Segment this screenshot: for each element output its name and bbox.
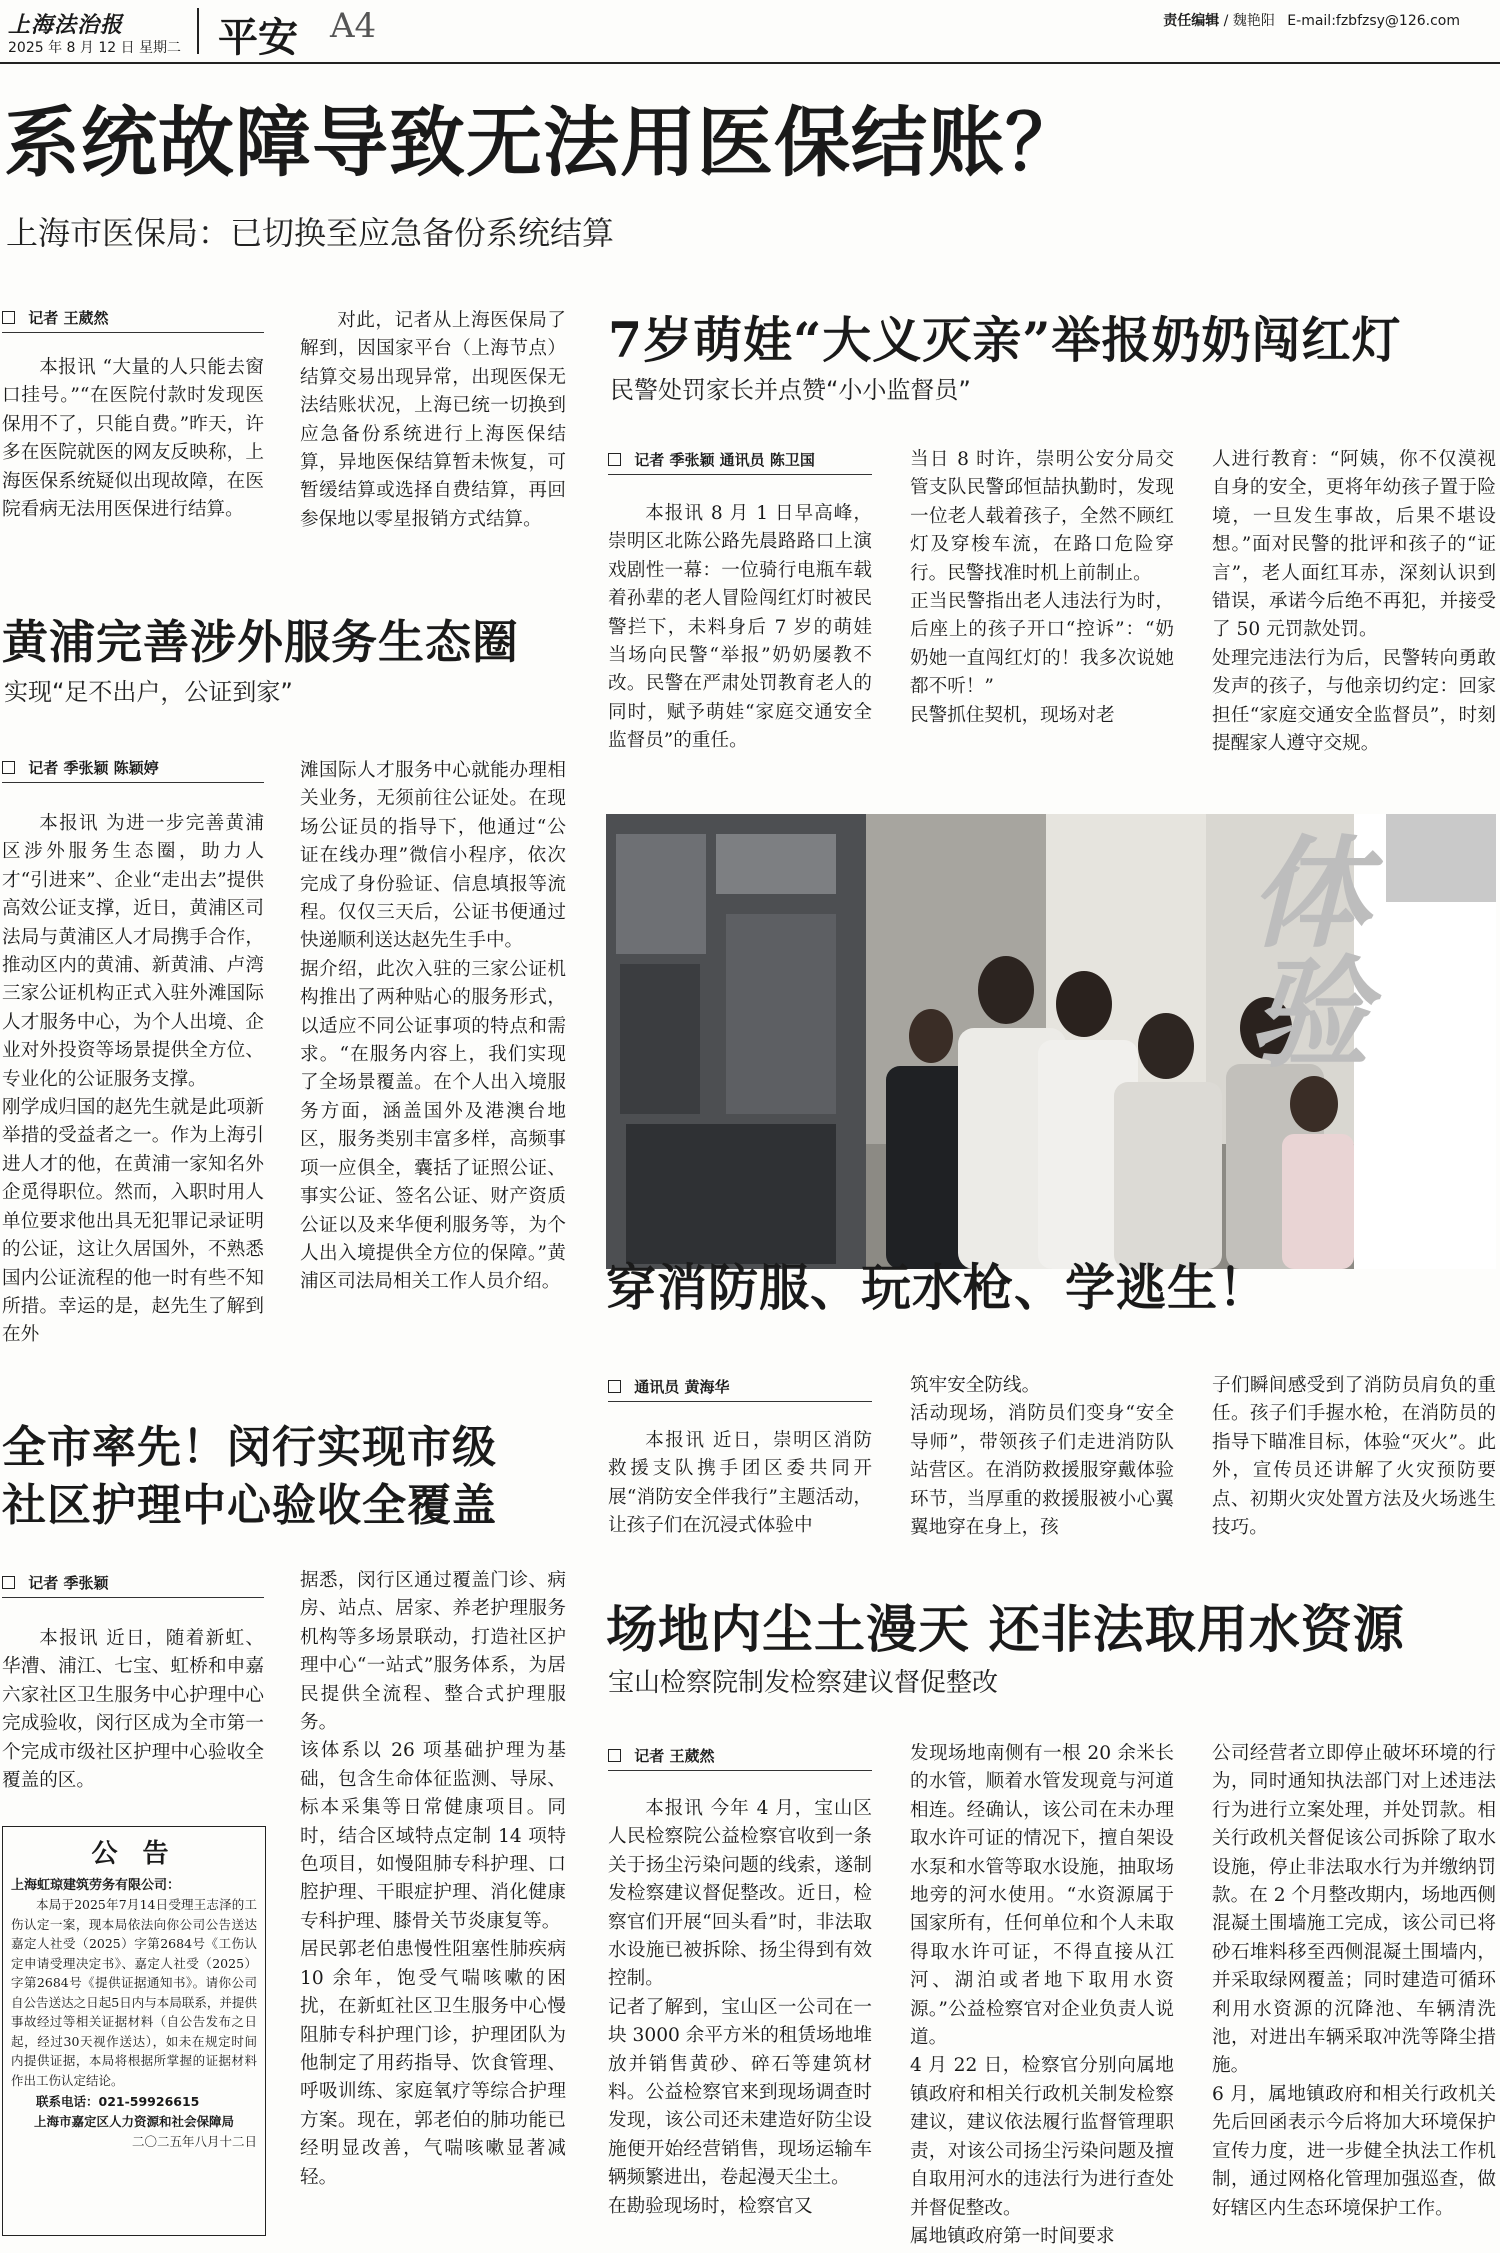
minhang-byline <box>2 1572 264 1598</box>
notice-phone: 联系电话：021-59926615 <box>36 2094 200 2109</box>
baoshan-byline <box>608 1745 872 1771</box>
fire-byline <box>608 1376 872 1402</box>
huangpu-col-1 <box>2 810 264 1380</box>
notice-box <box>2 1826 266 2236</box>
lead-byline-text: 记者 王葳然 <box>28 309 109 327</box>
editor-info <box>1163 10 1460 30</box>
baoshan-col-1-text: 本报讯 今年 4 月，宝山区人民检察院公益检察官收到一条关于扬尘污染问题的线索，遂制发检察建议督促整改。近日，检察官们开展“回头看”时，非法取水设施已被拆除、扬尘得到有效控制。 记者了解到，宝山区一公司在一块 3000 余平方米的租赁场地堆放并销售黄砂、碎石等建筑材料。公益检察官来到现场调查时发现，该公司还未建造好防尘设施便开始经营销售，现场运输车辆频繁进出，卷起漫天尘土。 在勘验现场时，检察官又 <box>608 1798 872 2217</box>
minhang-col-2 <box>300 1567 566 2247</box>
photo-side-panel <box>1354 814 1496 1269</box>
minhang-col-1 <box>2 1625 264 1800</box>
chongming-col-2 <box>910 446 1174 766</box>
notice-body: 本局于2025年7月14日受理王志泽的工伤认定一案，现本局依法向你公司公告送达嘉定人社受（2025）字第2684号《工伤认定申请受理决定书》、嘉定人社受（2025）字第2684号《提供证据通知书》。请你公司自公告送达之日起5日内与本局联系，并提供事故经过等相关证据材料（自公告发布之日起，经过30天视作送达），如未在规定时间内提供证据，本局将根据所掌握的证据材料作出工伤认定结论。 <box>11 1897 257 2088</box>
chongming-col-2-text: 当日 8 时许，崇明公安分局交管支队民警邱恒喆执勤时，发现一位老人载着孩子，全然不顾红灯及穿梭车流，在路口危险穿行。民警找准时机上前制止。 正当民警指出老人违法行为时，后座上的孩子开口“控诉”：“奶奶她一直闯红灯的！我多次说她都不听！” 民警抓住契机，现场对老 <box>910 449 1174 726</box>
huangpu-subhead: 实现“足不出户，公证到家” <box>4 678 293 706</box>
fire-byline-text: 通讯员 黄海华 <box>634 1378 730 1396</box>
chongming-byline <box>608 449 872 475</box>
editor-sep: / <box>1223 13 1233 29</box>
lead-headline: 系统故障导致无法用医保结账？ <box>4 98 1082 187</box>
lead-col-2-text: 对此，记者从上海医保局了解到，因国家平台（上海节点）结算交易出现异常，出现医保无法结账状况，上海已统一切换到应急备份系统进行上海医保结算，异地医保结算暂未恢复，可暂缓结算或选择自费结算，再回参保地以零星报销方式结算。 <box>300 310 566 530</box>
photo-side-bar <box>1386 814 1496 902</box>
fire-col-3 <box>1212 1372 1496 1548</box>
baoshan-col-2 <box>910 1740 1174 2248</box>
editor-label: 责任编辑 <box>1163 13 1220 29</box>
notice-company: 上海虹琼建筑劳务有限公司： <box>11 1878 181 1893</box>
masthead-divider <box>197 8 199 54</box>
calligraphy-text <box>1229 830 1374 1070</box>
masthead-rule <box>0 62 1500 64</box>
chongming-headline: 7岁萌娃“大义灭亲”举报奶奶闯红灯 <box>608 311 1402 369</box>
minhang-byline-text: 记者 季张颖 <box>28 1574 109 1592</box>
minhang-col-1-text: 本报讯 近日，随着新虹、华漕、浦江、七宝、虹桥和申嘉六家社区卫生服务中心护理中心完成验收，闵行区成为全市第一个完成市级社区护理中心验收全覆盖的区。 <box>2 1628 264 1792</box>
huangpu-col-2 <box>300 757 566 1377</box>
chongming-col-3-text: 人进行教育：“阿姨，你不仅漠视自身的安全，更将年幼孩子置于险境，一旦发生事故，后果不堪设想。”面对民警的批评和孩子的“证言”，老人面红耳赤，深刻认识到错误，承诺今后绝不再犯，并接受了 50 元罚款处罚。 处理完违法行为后，民警转向勇敢发声的孩子，与他亲切约定：回家担任“家庭交通安全监督员”，时刻提醒家人遵守交规。 <box>1212 449 1496 755</box>
huangpu-byline-text: 记者 季张颖 陈颖婷 <box>28 759 159 777</box>
page-number: A4 <box>330 6 377 46</box>
masthead <box>0 0 1500 62</box>
chongming-subhead: 民警处罚家长并点赞“小小监督员” <box>610 376 971 404</box>
fire-col-3-text: 子们瞬间感受到了消防员肩负的重任。孩子们手握水枪，在消防员的指导下瞄准目标，体验“灭火”。此外，宣传员还讲解了火灾预防要点、初期火灾处置方法及火场逃生技巧。 <box>1212 1375 1496 1539</box>
baoshan-subhead: 宝山检察院制发检察建议督促整改 <box>608 1668 999 1698</box>
fire-col-1-text: 本报讯 近日，崇明区消防救援支队携手团区委共同开展“消防安全伴我行”主题活动，让孩子们在沉浸式体验中 <box>608 1430 872 1537</box>
section-name: 平安 <box>218 14 298 61</box>
fire-headline: 穿消防服、玩水枪、学逃生！ <box>606 1258 1269 1317</box>
baoshan-col-2-text: 发现场地南侧有一根 20 余米长的水管，顺着水管发现竟与河道相连。经确认，该公司在未办理取水许可证的情况下，擅自架设水泵和水管等取水设施，抽取场地旁的河水使用。“水资源属于国家所有，任何单位和个人未取得取水许可证，不得直接从江河、湖泊或者地下取用水资源。”公益检察官对企业负责人说道。 4 月 22 日，检察官分别向属地镇政府和相关行政机关制发检察建议，建议依法履行监督管理职责，对该公司扬尘污染问题及擅自取用河水的违法行为进行查处并督促整改。 属地镇政府第一时间要求 <box>910 1743 1174 2247</box>
notice-title: 公 告 <box>91 1839 177 1869</box>
lead-subhead: 上海市医保局：已切换至应急备份系统结算 <box>6 214 615 252</box>
chongming-col-1-text: 本报讯 8 月 1 日早高峰，崇明区北陈公路先晨路路口上演戏剧性一幕：一位骑行电瓶车载着孙辈的老人冒险闯红灯时被民警拦下，未料身后 7 岁的萌娃当场向民警“举报”奶奶屡教不改。民警在严肃处罚教育老人的同时，赋予萌娃“家庭交通安全监督员”的重任。 <box>608 503 872 752</box>
editor-name: 魏艳阳 <box>1232 13 1275 29</box>
editor-email: E-mail:fzbfzsy@126.com <box>1287 13 1460 29</box>
notice-date: 二〇二五年八月十二日 <box>131 2134 257 2149</box>
issue-date: 2025 年 8 月 12 日 星期二 <box>8 40 182 56</box>
huangpu-col-1-text: 本报讯 为进一步完善黄浦区涉外服务生态圈，助力人才“引进来”、企业“走出去”提供高效公证支撑，近日，黄浦区司法局与黄浦区人才局携手合作，推动区内的黄浦、新黄浦、卢湾三家公证机构正式入驻外滩国际人才服务中心，为个人出境、企业对外投资等场景提供全方位、专业化的公证服务支撑。 刚学成归国的赵先生就是此项新举措的受益者之一。作为上海引进人才的他，在黄浦一家知名外企觅得职位。然而，入职时用人单位要求他出具无犯罪记录证明的公证，这让久居国外，不熟悉国内公证流程的他一时有些不知所措。幸运的是，赵先生了解到在外 <box>2 813 264 1346</box>
huangpu-headline: 黄浦完善涉外服务生态圈 <box>2 615 519 669</box>
calligraphy-chars: 体验 <box>1229 830 1370 1070</box>
chongming-byline-text: 记者 季张颖 通讯员 陈卫国 <box>634 451 815 469</box>
baoshan-col-1 <box>608 1795 872 2247</box>
notice-issuer: 上海市嘉定区人力资源和社会保障局 <box>33 2114 234 2129</box>
chongming-col-3 <box>1212 446 1496 766</box>
lead-col-2 <box>300 307 566 567</box>
minhang-headline-line-2: 社区护理中心验收全覆盖 <box>2 1480 497 1531</box>
fire-col-2-text: 筑牢安全防线。 活动现场，消防员们变身“安全导师”，带领孩子们走进消防队站营区。在消防救援服穿戴体验环节，当厚重的救援服被小心翼翼地穿在身上，孩 <box>910 1375 1174 1539</box>
lead-col-1 <box>2 354 264 574</box>
baoshan-byline-text: 记者 王葳然 <box>634 1747 715 1765</box>
lead-byline <box>2 307 264 333</box>
baoshan-col-3-text: 公司经营者立即停止破坏环境的行为，同时通知执法部门对上述违法行为进行立案处理，并处罚款。相关行政机关督促该公司拆除了取水设施，停止非法取水行为并缴纳罚款。在 2 个月整改期内，场地西侧混凝土围墙施工完成，该公司已将砂石堆料移至西侧混凝土围墙内，并采取绿网覆盖；同时建造可循环利用水资源的沉降池、车辆清洗池，对进出车辆采取冲洗等降尘措施。 6 月，属地镇政府和相关行政机关先后回函表示今后将加大环境保护宣传力度，进一步健全执法工作机制，通过网格化管理加强巡查，做好辖区内生态环境保护工作。 <box>1212 1743 1496 2219</box>
huangpu-byline <box>2 757 264 783</box>
huangpu-col-2-text: 滩国际人才服务中心就能办理相关业务，无须前往公证处。在现场公证员的指导下，他通过“公证在线办理”微信小程序，依次完成了身份验证、信息填报等流程。仅仅三天后，公证书便通过快递顺利送达赵先生手中。 据介绍，此次入驻的三家公证机构推出了两种贴心的服务形式，以适应不同公证事项的特点和需求。“在服务内容上，我们实现了全场景覆盖。在个人出入境服务方面，涵盖国外及港澳台地区，服务类别丰富多样，高频事项一应俱全，囊括了证照公证、事实公证、签名公证、财产资质公证以及来华便利服务等，为个人出入境提供全方位的保障。”黄浦区司法局相关工作人员介绍。 <box>300 760 566 1293</box>
minhang-headline-line-1: 全市率先！闵行实现市级 <box>2 1422 497 1473</box>
lead-col-1-text: 本报讯 “大量的人只能去窗口挂号。”“在医院付款时发现医保用不了，只能自费。”昨天，许多在医院就医的网友反映称，上海医保系统疑似出现故障，在医院看病无法用医保进行结算。 <box>2 357 264 521</box>
fire-col-2 <box>910 1372 1174 1548</box>
paper-name: 上海法治报 <box>8 12 124 38</box>
minhang-col-2-text: 据悉，闵行区通过覆盖门诊、病房、站点、居家、养老护理服务机构等多场景联动，打造社区护理中心“一站式”服务体系，为居民提供全流程、整合式护理服务。 该体系以 26 项基础护理为基础，包含生命体征监测、导尿、标本采集等日常健康项目。同时，结合区域特点定制 14 项特色项目，如慢阻肺专科护理、口腔护理、干眼症护理、消化健康专科护理、膝骨关节炎康复等。 居民郭老伯患慢性阻塞性肺疾病 10 余年，饱受气喘咳嗽的困扰，在新虹社区卫生服务中心慢阻肺专科护理门诊，护理团队为他制定了用药指导、饮食管理、呼吸训练、家庭氧疗等综合护理方案。现在，郭老伯的肺功能已经明显改善，气喘咳嗽显著减轻。 <box>300 1570 566 2188</box>
chongming-col-1 <box>608 500 872 765</box>
fire-col-1 <box>608 1427 872 1547</box>
baoshan-col-3 <box>1212 1740 1496 2248</box>
baoshan-headline: 场地内尘土漫天 还非法取用水资源 <box>606 1600 1405 1660</box>
